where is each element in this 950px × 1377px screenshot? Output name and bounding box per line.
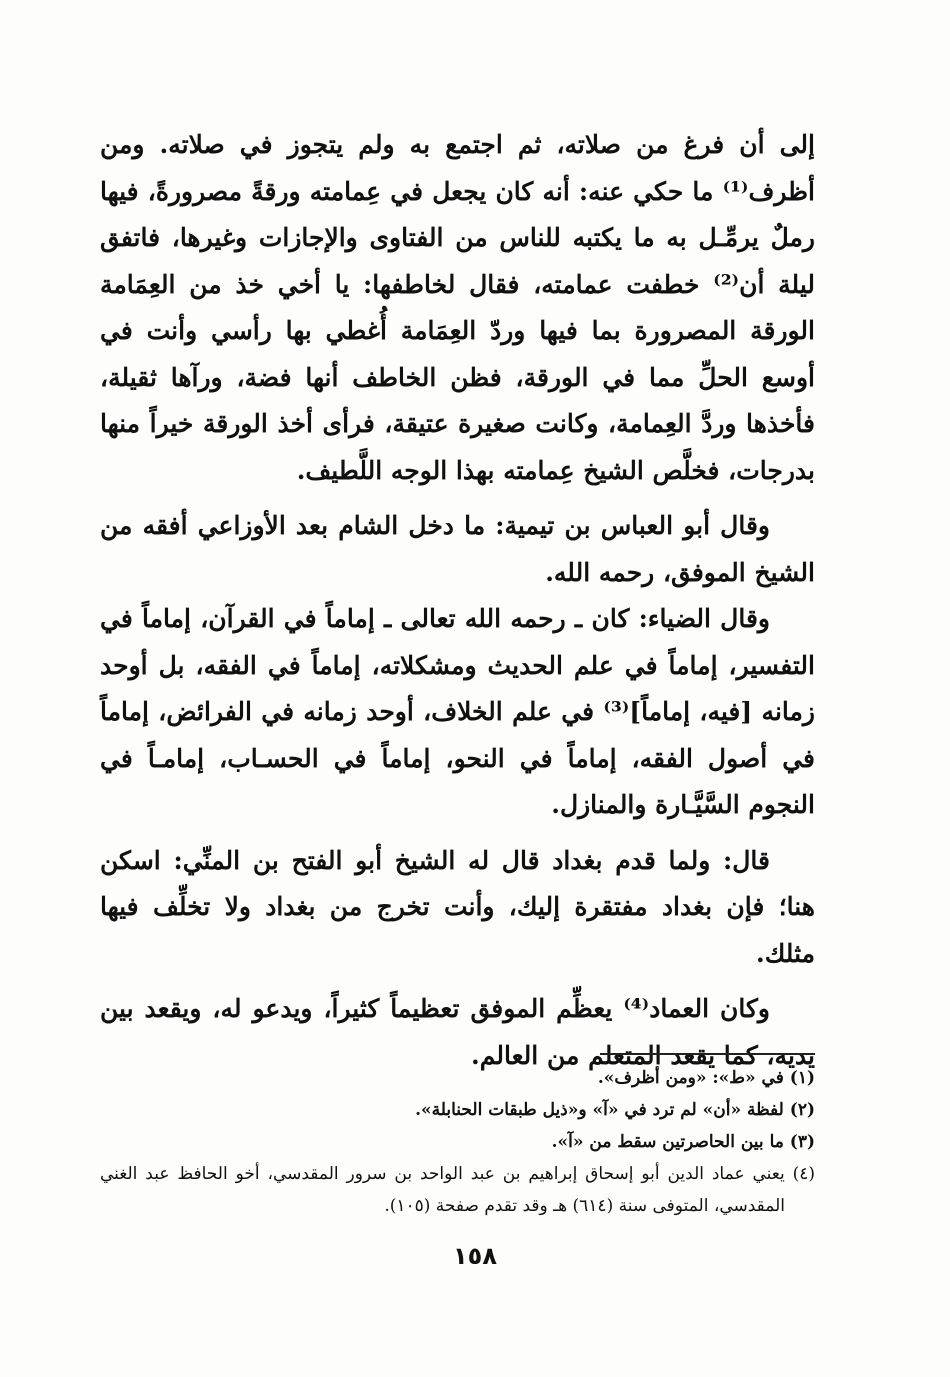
footnote-1: (١) في «ط»: «ومن أظرف». [597,1068,815,1088]
paragraph-ibn-al-manni: قال: ولما قدم بغداد قال له الشيخ أبو الفتح بن المنِّي: اسكن هنا؛ فإن بغداد مفتقرة إليك، وأنت تخرج من بغداد ولا تخلِّف فيها مثلك. [100,845,815,968]
footnote-3: (٣) ما بين الحاصرتين سقط من «آ». [551,1132,815,1152]
page-number: ١٥٨ [453,1242,497,1270]
paragraph-continuation: إلى أن فرغ من صلاته، ثم اجتمع به ولم يتجوز في صلاته. ومن أظرف⁽¹⁾ ما حكي عنه: أنه كان يجعل في عِمامته ورقةً مصرورةً، فيها رملٌ يرمِّـل به ما يكتبه للناس من الفتاوى والإجازات وغيرها، فاتفق ليلة أن⁽²⁾ خطفت عمامته، فقال لخاطفها: يا أخي خذ من العِمَامة الورقة المصرورة بما فيها وردّ العِمَامة أُغطي بها رأسي وأنت في أوسع الحلِّ مما في الورقة، فظن الخاطف أنها فضة، ورآها ثقيلة، فأخذها وردَّ العِمامة، وكانت صغيرة عتيقة، فرأى أخذ الورقة خيراً منها بدرجات، فخلَّص الشيخ عِمامته بهذا الوجه اللَّطيف. [100,130,815,485]
footnote-separator [600,1053,815,1055]
footnote-2: (٢) لفظة «أن» لم ترد في «آ» و«ذيل طبقات الحنابلة». [415,1100,815,1120]
paragraph-diya: وقال الضياء: كان ـ رحمه الله تعالى ـ إماماً في القرآن، إماماً في التفسير، إماماً في علم الحديث ومشكلاته، إماماً في الفقه، بل أوحد زمانه [فيه، إماماً]⁽³⁾ في علم الخلاف، أوحد زمانه في الفرائض، إماماً في أصول الفقه، إماماً في النحو، إماماً في الحسـاب، إمامـاً في النجوم السَّيَّـارة والمنازل. [100,604,815,819]
footnote-4: (٤) يعني عماد الدين أبو إسحاق إبراهيم بن عبد الواحد بن سرور المقدسي، أخو الحافظ عبد الغني المقدسي، المتوفى سنة (٦١٤) هـ وقد تقدم صفحة (١٠٥). [100,1164,815,1216]
paragraph-ibn-taymiyya: وقال أبو العباس بن تيمية: ما دخل الشام بعد الأوزاعي أفقه من الشيخ الموفق، رحمه الله. [100,511,815,587]
paragraph-al-imad: وكان العماد⁽⁴⁾ يعظِّم الموفق تعظيماً كثيراً، ويدعو له، ويقعد بين يديه، كما يقعد المتعلم من العالم. [100,994,815,1070]
footnotes [100,1062,815,1222]
main-text [100,122,815,1079]
